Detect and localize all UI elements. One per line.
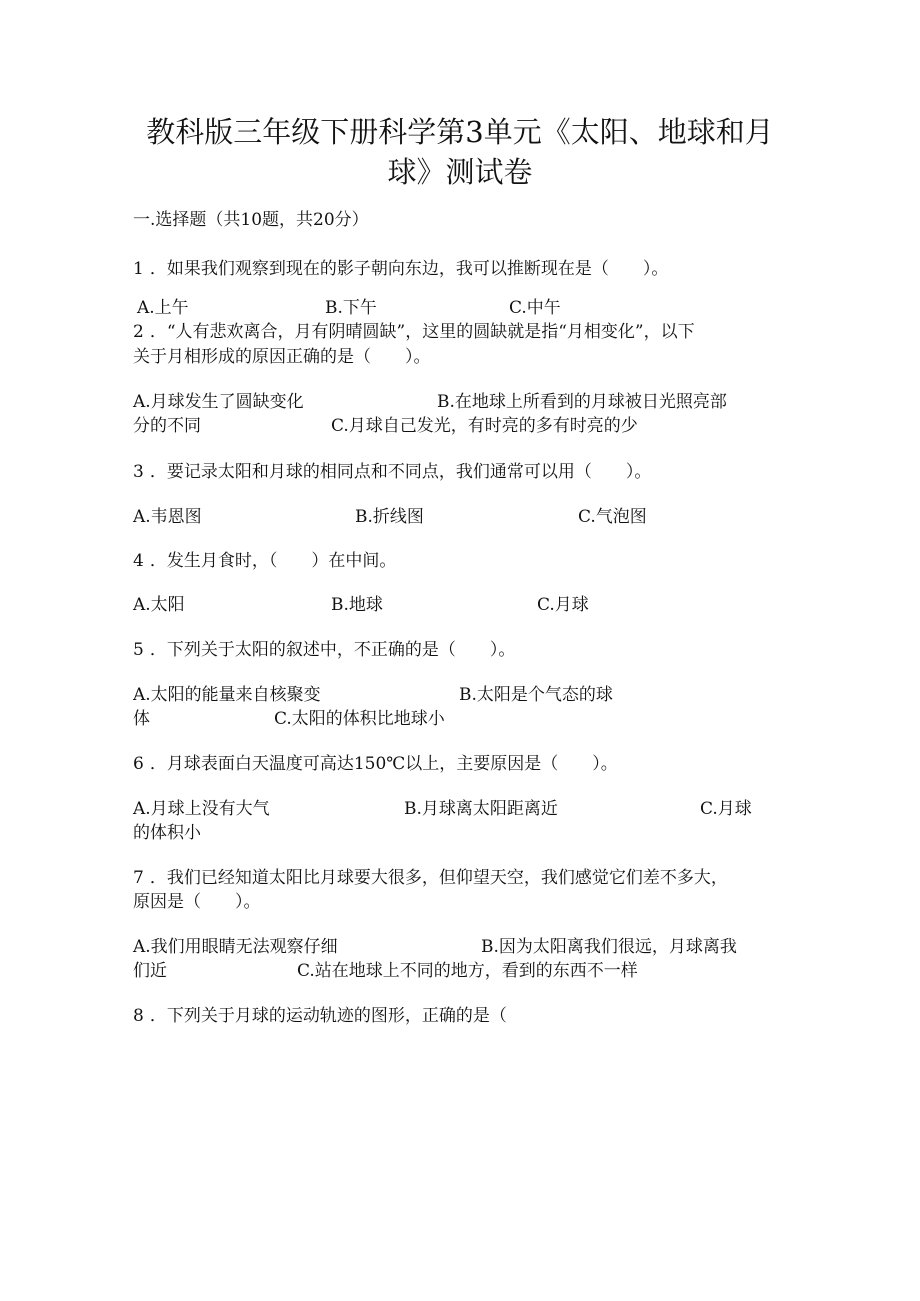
question-number: 8 xyxy=(133,1006,144,1026)
question-text: ．月球表面白天温度可高达150℃以上，主要原因是（ ）。 xyxy=(149,754,618,774)
q7-option-b-continued: 们近 xyxy=(133,961,167,981)
question-2-continued: 关于月相形成的原因正确的是（ ）。 xyxy=(133,347,431,367)
page-title-line-2: 球》测试卷 xyxy=(387,155,533,189)
q2-option-b: B.在地球上所看到的月球被日光照亮部 xyxy=(437,392,727,412)
question-number: 5 xyxy=(133,640,144,660)
q5-option-c: C.太阳的体积比地球小 xyxy=(274,709,445,729)
q2-option-b-continued: 分的不同 xyxy=(133,416,201,436)
question-text: ．下列关于月球的运动轨迹的图形，正确的是（ xyxy=(149,1006,507,1026)
q7-option-b: B.因为太阳离我们很远，月球离我 xyxy=(481,937,737,957)
question-2 xyxy=(133,320,695,344)
question-number: 2 xyxy=(133,322,144,342)
question-text: ．发生月食时，（ ）在中间。 xyxy=(149,551,397,571)
question-3 xyxy=(133,460,651,484)
question-text: ．我们已经知道太阳比月球要大很多，但仰望天空，我们感觉它们差不多大， xyxy=(149,868,728,888)
q5-option-b-continued: 体 xyxy=(133,709,150,729)
question-number: 6 xyxy=(133,754,144,774)
question-7 xyxy=(133,866,728,890)
q2-option-c: C.月球自己发光，有时亮的多有时亮的少 xyxy=(331,416,638,436)
q4-option-b: B.地球 xyxy=(331,595,383,615)
q5-option-b: B.太阳是个气态的球 xyxy=(459,685,613,705)
q1-option-b: B.下午 xyxy=(325,298,377,318)
question-number: 3 xyxy=(133,462,144,482)
question-text: ．“人有悲欢离合，月有阴晴圆缺”，这里的圆缺就是指“月相变化”，以下 xyxy=(149,322,695,342)
q7-option-a: A.我们用眼睛无法观察仔细 xyxy=(133,937,338,957)
question-5 xyxy=(133,638,515,662)
q2-option-a: A.月球发生了圆缺变化 xyxy=(133,392,304,412)
question-8 xyxy=(133,1004,507,1028)
q6-option-c: C.月球 xyxy=(700,799,752,819)
question-text: ．下列关于太阳的叙述中，不正确的是（ ）。 xyxy=(149,640,516,660)
question-number: 7 xyxy=(133,868,144,888)
question-6 xyxy=(133,752,618,776)
question-text: ．如果我们观察到现在的影子朝向东边，我可以推断现在是（ ）。 xyxy=(149,259,669,279)
q5-option-a: A.太阳的能量来自核聚变 xyxy=(133,685,321,705)
question-number: 4 xyxy=(133,551,144,571)
q1-option-c: C.中午 xyxy=(509,298,561,318)
q4-option-a: A.太阳 xyxy=(133,595,185,615)
section-heading: 一.选择题（共10题，共20分） xyxy=(133,210,369,230)
q7-option-c: C.站在地球上不同的地方，看到的东西不一样 xyxy=(297,961,638,981)
question-number: 1 xyxy=(133,259,144,279)
q6-option-a: A.月球上没有大气 xyxy=(133,799,270,819)
q1-option-a: A.上午 xyxy=(137,298,189,318)
q3-option-a: A.韦恩图 xyxy=(133,507,202,527)
question-1 xyxy=(133,257,668,281)
q4-option-c: C.月球 xyxy=(537,595,589,615)
q3-option-b: B.折线图 xyxy=(355,507,424,527)
question-7-continued: 原因是（ ）。 xyxy=(133,892,261,912)
q6-option-b: B.月球离太阳距离近 xyxy=(404,799,558,819)
page-title-line-1: 教科版三年级下册科学第3单元《太阳、地球和月 xyxy=(146,115,774,149)
question-text: ．要记录太阳和月球的相同点和不同点，我们通常可以用（ ）。 xyxy=(149,462,652,482)
q6-option-c-continued: 的体积小 xyxy=(133,823,201,843)
q3-option-c: C.气泡图 xyxy=(578,507,647,527)
question-4 xyxy=(133,549,396,573)
